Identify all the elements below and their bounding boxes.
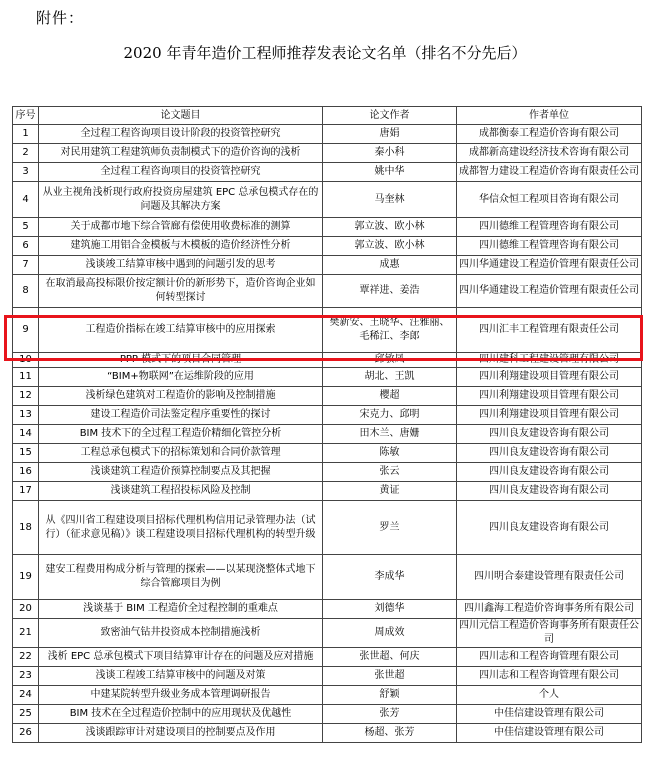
cell-no: 9: [13, 308, 39, 353]
table-row: [13, 686, 642, 705]
cell-author: 刘德华: [323, 600, 457, 619]
table-header-row: [13, 107, 642, 125]
cell-no: 21: [13, 619, 39, 648]
cell-author: 成惠: [323, 256, 457, 275]
cell-author: 秦小科: [323, 144, 457, 163]
table-row: [13, 256, 642, 275]
cell-no: 20: [13, 600, 39, 619]
cell-title: 关于成都市地下综合管廊有偿使用收费标准的测算: [39, 218, 323, 237]
cell-author: 李成华: [323, 555, 457, 600]
cell-title: 浅谈建筑工程招投标风险及控制: [39, 482, 323, 501]
cell-no: 7: [13, 256, 39, 275]
cell-org: 四川利翔建设项目管理有限公司: [457, 387, 642, 406]
cell-org: 四川明合泰建设管理有限责任公司: [457, 555, 642, 600]
cell-title: 全过程工程咨询项目的投资管控研究: [39, 163, 323, 182]
cell-title: BIM 技术在全过程造价控制中的应用现状及优越性: [39, 705, 323, 724]
cell-author: 张世超: [323, 667, 457, 686]
cell-author: 宋克力、邱明: [323, 406, 457, 425]
cell-title: 工程总承包模式下的招标策划和合同价款管理: [39, 444, 323, 463]
cell-author: 周成效: [323, 619, 457, 648]
cell-no: 18: [13, 501, 39, 555]
cell-no: 12: [13, 387, 39, 406]
cell-title: 浅谈竣工结算审核中遇到的问题引发的思考: [39, 256, 323, 275]
cell-title: 浅析 EPC 总承包模式下项目结算审计存在的问题及应对措施: [39, 648, 323, 667]
cell-org: 成都衡泰工程造价咨询有限公司: [457, 125, 642, 144]
cell-title: 浅谈工程竣工结算审核中的问题及对策: [39, 667, 323, 686]
cell-org: 四川德维工程管理咨询有限公司: [457, 218, 642, 237]
cell-org: 四川良友建设咨询有限公司: [457, 482, 642, 501]
cell-no: 8: [13, 275, 39, 308]
cell-no: 17: [13, 482, 39, 501]
table-row: [13, 444, 642, 463]
cell-no: 2: [13, 144, 39, 163]
cell-org: 四川良友建设咨询有限公司: [457, 444, 642, 463]
table-row: [13, 724, 642, 743]
cell-no: 11: [13, 368, 39, 387]
cell-title: 全过程工程咨询项目设计阶段的投资管控研究: [39, 125, 323, 144]
cell-org: 四川建科工程建设管理有限公司: [457, 353, 642, 368]
cell-org: 四川华通建设工程造价管理有限责任公司: [457, 275, 642, 308]
table-row: [13, 600, 642, 619]
cell-no: 4: [13, 182, 39, 218]
table-row: [13, 555, 642, 600]
table-row: [13, 705, 642, 724]
table-row: [13, 163, 642, 182]
table-row: [13, 619, 642, 648]
cell-author: 唐娟: [323, 125, 457, 144]
cell-org: 四川利翔建设项目管理有限公司: [457, 368, 642, 387]
table-row: [13, 353, 642, 368]
cell-title: 浅谈基于 BIM 工程造价全过程控制的重难点: [39, 600, 323, 619]
cell-author: 樱超: [323, 387, 457, 406]
table-row: [13, 387, 642, 406]
cell-author: 邱敏凤: [323, 353, 457, 368]
cell-author: 郭立波、欧小林: [323, 218, 457, 237]
cell-no: 6: [13, 237, 39, 256]
cell-no: 10: [13, 353, 39, 368]
cell-no: 23: [13, 667, 39, 686]
table-row: [13, 144, 642, 163]
cell-no: 16: [13, 463, 39, 482]
cell-org: 四川良友建设咨询有限公司: [457, 463, 642, 482]
table-row: [13, 425, 642, 444]
cell-title: 建筑施工用铝合金模板与木模板的造价经济性分析: [39, 237, 323, 256]
cell-author: 罗兰: [323, 501, 457, 555]
table-row: [13, 125, 642, 144]
cell-title: 浅谈建筑工程造价预算控制要点及其把握: [39, 463, 323, 482]
cell-title: PPP 模式下的项目合同管理: [39, 353, 323, 368]
cell-no: 13: [13, 406, 39, 425]
header-no: 序号: [13, 107, 39, 125]
cell-author: 黄证: [323, 482, 457, 501]
cell-title: BIM 技术下的全过程工程造价精细化管控分析: [39, 425, 323, 444]
table-row: [13, 482, 642, 501]
cell-author: 张芳: [323, 705, 457, 724]
cell-no: 25: [13, 705, 39, 724]
table-row: [13, 182, 642, 218]
table-row: [13, 368, 642, 387]
cell-title: 工程造价指标在竣工结算审核中的应用探索: [39, 308, 323, 353]
cell-org: 中佳信建设管理有限公司: [457, 705, 642, 724]
table-row: [13, 501, 642, 555]
cell-title: 建安工程费用构成分析与管理的探索——以某现浇整体式地下综合管廊项目为例: [39, 555, 323, 600]
cell-author: 田木兰、唐姗: [323, 425, 457, 444]
cell-author: 舒颖: [323, 686, 457, 705]
cell-org: 四川元信工程造价咨询事务所有限责任公司: [457, 619, 642, 648]
cell-no: 19: [13, 555, 39, 600]
cell-org: 四川鑫海工程造价咨询事务所有限公司: [457, 600, 642, 619]
table-row: [13, 667, 642, 686]
cell-org: 成都新高建设经济技术咨询有限公司: [457, 144, 642, 163]
document-title: 2020 年青年造价工程师推荐发表论文名单（排名不分先后）: [123, 44, 527, 62]
table-row: [13, 406, 642, 425]
paper-list-table: [12, 106, 642, 743]
header-author: 论文作者: [323, 107, 457, 125]
cell-org: 四川华通建设工程造价管理有限责任公司: [457, 256, 642, 275]
cell-title: 在取消最高投标限价按定额计价的新形势下，造价咨询企业如何转型探讨: [39, 275, 323, 308]
cell-no: 3: [13, 163, 39, 182]
cell-org: 四川利翔建设项目管理有限公司: [457, 406, 642, 425]
cell-author: 郭立波、欧小林: [323, 237, 457, 256]
cell-author: 张云: [323, 463, 457, 482]
table-row: [13, 237, 642, 256]
table-row: [13, 218, 642, 237]
cell-no: 1: [13, 125, 39, 144]
cell-org: 四川德维工程管理咨询有限公司: [457, 237, 642, 256]
cell-title: 中建某院转型升级业务成本管理调研报告: [39, 686, 323, 705]
table-row: [13, 275, 642, 308]
cell-title: 建设工程造价司法鉴定程序重要性的探讨: [39, 406, 323, 425]
cell-org: 四川志和工程咨询管理有限公司: [457, 667, 642, 686]
cell-org: 华信众恒工程项目咨询有限公司: [457, 182, 642, 218]
cell-org: 四川志和工程咨询管理有限公司: [457, 648, 642, 667]
cell-no: 15: [13, 444, 39, 463]
cell-no: 22: [13, 648, 39, 667]
cell-title: “BIM+物联网”在运维阶段的应用: [39, 368, 323, 387]
cell-no: 26: [13, 724, 39, 743]
header-title: 论文题目: [39, 107, 323, 125]
cell-title: 从业主视角浅析现行政府投资房屋建筑 EPC 总承包模式存在的问题及其解决方案: [39, 182, 323, 218]
cell-org: 成都智力建设工程造价咨询有限责任公司: [457, 163, 642, 182]
cell-org: 四川良友建设咨询有限公司: [457, 501, 642, 555]
cell-org: 四川良友建设咨询有限公司: [457, 425, 642, 444]
cell-title: 浅析绿色建筑对工程造价的影响及控制措施: [39, 387, 323, 406]
attachment-label: 附件：: [36, 9, 85, 27]
cell-no: 5: [13, 218, 39, 237]
cell-no: 14: [13, 425, 39, 444]
cell-no: 24: [13, 686, 39, 705]
cell-org: 四川汇丰工程管理有限责任公司: [457, 308, 642, 353]
cell-author: 杨超、张芳: [323, 724, 457, 743]
table-row: [13, 648, 642, 667]
header-org: 作者单位: [457, 107, 642, 125]
table-row: [13, 308, 642, 353]
cell-org: 个人: [457, 686, 642, 705]
cell-title: 从《四川省工程建设项目招标代理机构信用记录管理办法（试行）（征求意见稿）》谈工程建设项目招标代理机构的转型升级: [39, 501, 323, 555]
cell-author: 覃祥进、姜浩: [323, 275, 457, 308]
cell-title: 致密油气钻井投资成本控制措施浅析: [39, 619, 323, 648]
cell-title: 对民用建筑工程建筑师负责制模式下的造价咨询的浅析: [39, 144, 323, 163]
cell-author: 马奎林: [323, 182, 457, 218]
cell-org: 中佳信建设管理有限公司: [457, 724, 642, 743]
table-row: [13, 463, 642, 482]
cell-title: 浅谈跟踪审计对建设项目的控制要点及作用: [39, 724, 323, 743]
cell-author: 张世超、何庆: [323, 648, 457, 667]
cell-author: 姚中华: [323, 163, 457, 182]
cell-author: 陈敏: [323, 444, 457, 463]
cell-author: 樊新安、王晓华、汪雅丽、毛稀江、李郎: [323, 308, 457, 353]
cell-author: 胡北、王凯: [323, 368, 457, 387]
